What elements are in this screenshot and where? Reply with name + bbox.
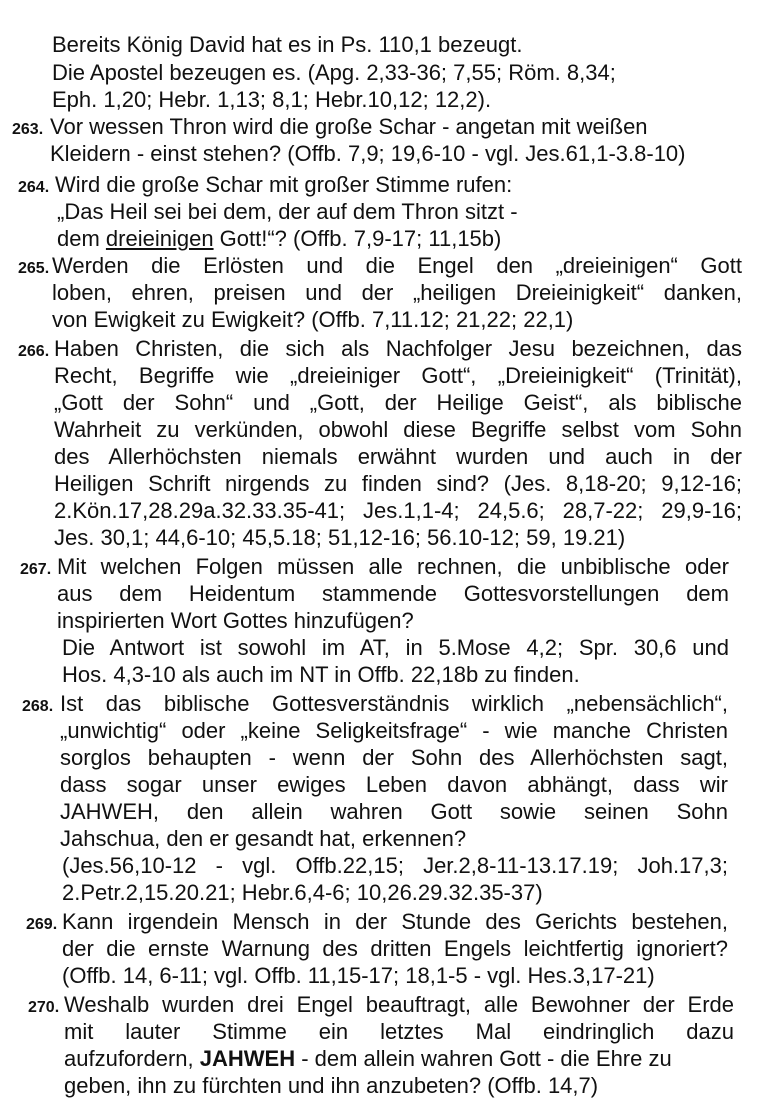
q266-line-4: Wahrheit zu verkünden, obwohl diese Begriffe selbst vom Sohn (54, 417, 742, 442)
q266-line-7: 2.Kön.17,28.29a.32.33.35-41; Jes.1,1-4; 24,5.6; 28,7-22; 29,9-16; (54, 498, 742, 523)
question-number-264: 264. (18, 179, 50, 196)
q266-line-3: „Gott der Sohn“ und „Gott, der Heilige Geist“, als biblische (54, 390, 742, 415)
q264-line-3-post: Gott!“? (Offb. 7,9-17; 11,15b) (213, 226, 502, 251)
q264-line-2: „Das Heil sei bei dem, der auf dem Thron sitzt - (57, 199, 518, 224)
q264-underlined-word: dreieinigen (105, 226, 214, 251)
q266-line-6: Heiligen Schrift nirgends zu finden sind? (Jes. 8,18-20; 9,12-16; (54, 471, 742, 496)
question-number-265: 265. (18, 260, 50, 277)
q269-line-2: der die ernste Warnung des dritten Engels leichtfertig ignoriert? (62, 936, 728, 961)
q266-line-8: Jes. 30,1; 44,6-10; 45,5.18; 51,12-16; 56.10-12; 59, 19.21) (54, 525, 626, 550)
intro-line-3: Eph. 1,20; Hebr. 1,13; 8,1; Hebr.10,12; 12,2). (52, 87, 492, 112)
q268-line-8: 2.Petr.2,15.20.21; Hebr.6,4-6; 10,26.29.32.35-37) (62, 880, 543, 905)
q268-line-5: JAHWEH, den allein wahren Gott sowie seinen Sohn (60, 799, 728, 824)
question-number-268: 268. (22, 698, 54, 715)
q268-line-6: Jahschua, den er gesandt hat, erkennen? (60, 826, 467, 851)
q265-line-1: Werden die Erlösten und die Engel den „dreieinigen“ Gott (52, 253, 742, 278)
q263-line-2: Kleidern - einst stehen? (Offb. 7,9; 19,6-10 - vgl. Jes.61,1-3.8-10) (50, 141, 686, 166)
q269-line-1: Kann irgendein Mensch in der Stunde des Gerichts bestehen, (62, 909, 728, 934)
q270-line-3 (64, 1046, 672, 1072)
q264-line-3 (57, 226, 501, 252)
q263-line-1: Vor wessen Thron wird die große Schar - angetan mit weißen (50, 114, 648, 139)
q268-line-1: Ist das biblische Gottesverständnis wirklich „nebensächlich“, (60, 691, 728, 716)
question-number-270: 270. (28, 999, 60, 1016)
q268-line-7: (Jes.56,10-12 - vgl. Offb.22,15; Jer.2,8-11-13.17.19; Joh.17,3; (62, 853, 728, 878)
q264-line-1: Wird die große Schar mit großer Stimme rufen: (55, 172, 513, 197)
q266-line-2: Recht, Begriffe wie „dreieiniger Gott“, „Dreieinigkeit“ (Trinität), (54, 363, 742, 388)
question-number-269: 269. (26, 916, 58, 933)
q268-line-3: sorglos behaupten - wenn der Sohn des Allerhöchsten sagt, (60, 745, 728, 770)
q270-bold-name: JAHWEH (199, 1046, 296, 1071)
q265-line-2: loben, ehren, preisen und der „heiligen Dreieinigkeit“ danken, (52, 280, 742, 305)
question-number-263: 263. (12, 121, 44, 138)
q266-line-5: des Allerhöchsten niemals erwähnt wurden und auch in der (54, 444, 742, 469)
q270-line-1: Weshalb wurden drei Engel beauftragt, alle Bewohner der Erde (64, 992, 734, 1017)
question-number-267: 267. (20, 561, 52, 578)
q267-line-1: Mit welchen Folgen müssen alle rechnen, die unbiblische oder (57, 554, 729, 579)
q264-line-3-pre: dem (57, 226, 106, 251)
q268-line-2: „unwichtig“ oder „keine Seligkeitsfrage“ - wie manche Christen (60, 718, 728, 743)
q267-line-2: aus dem Heidentum stammende Gottesvorstellungen dem (57, 581, 729, 606)
intro-line-2: Die Apostel bezeugen es. (Apg. 2,33-36; 7,55; Röm. 8,34; (52, 60, 616, 85)
q269-line-3: (Offb. 14, 6-11; vgl. Offb. 11,15-17; 18,1-5 - vgl. Hes.3,17-21) (62, 963, 655, 988)
q270-line-4: geben, ihn zu fürchten und ihn anzubeten? (Offb. 14,7) (64, 1073, 599, 1098)
q267-line-3: inspirierten Wort Gottes hinzufügen? (57, 608, 414, 633)
q267-line-5: Hos. 4,3-10 als auch im NT in Offb. 22,18b zu finden. (62, 662, 580, 687)
q270-line-2: mit lauter Stimme ein letztes Mal eindringlich dazu (64, 1019, 734, 1044)
q268-line-4: dass sogar unser ewiges Leben davon abhängt, dass wir (60, 772, 728, 797)
q270-line-3-post: - dem allein wahren Gott - die Ehre zu (295, 1046, 672, 1071)
q265-line-3: von Ewigkeit zu Ewigkeit? (Offb. 7,11.12; 21,22; 22,1) (52, 307, 574, 332)
q270-line-3-pre: aufzufordern, (64, 1046, 200, 1071)
q267-line-4: Die Antwort ist sowohl im AT, in 5.Mose 4,2; Spr. 30,6 und (62, 635, 729, 660)
question-number-266: 266. (18, 343, 50, 360)
intro-line-1: Bereits König David hat es in Ps. 110,1 bezeugt. (52, 32, 523, 57)
q266-line-1: Haben Christen, die sich als Nachfolger Jesu bezeichnen, das (54, 336, 742, 361)
